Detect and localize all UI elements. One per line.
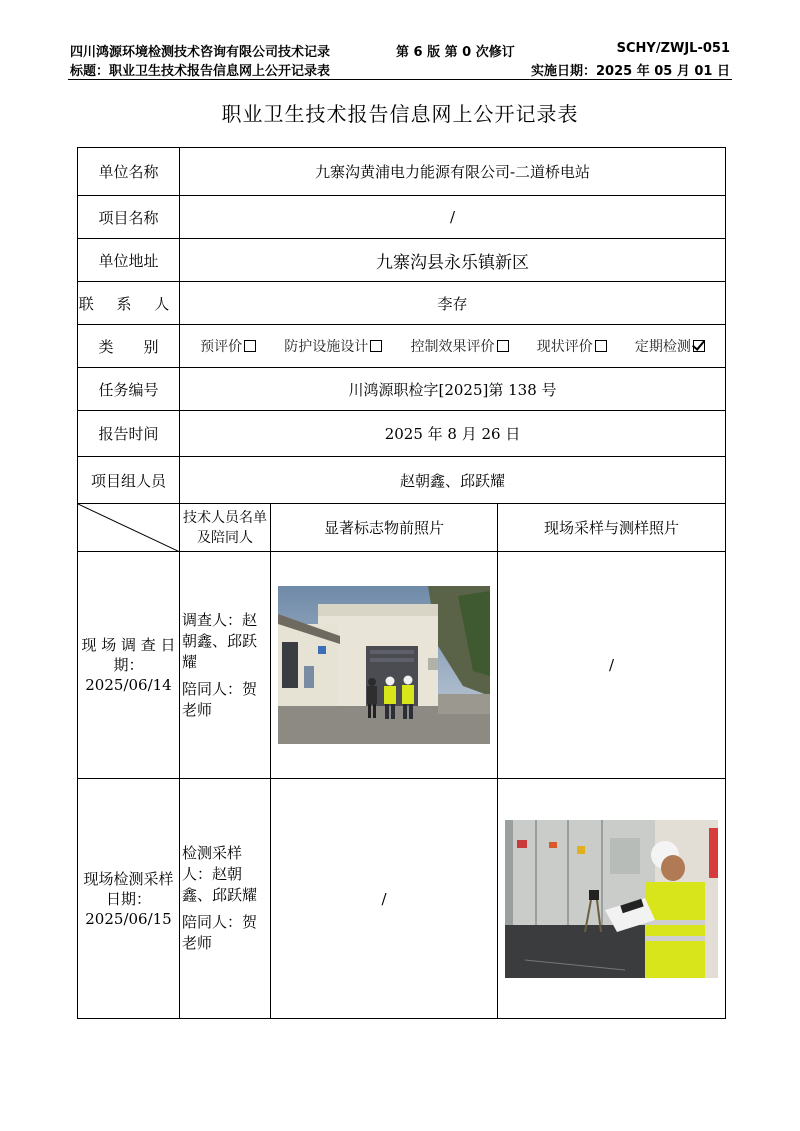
header-rule (68, 79, 732, 80)
unit-name-value: 九寨沟黄浦电力能源有限公司-二道桥电站 (180, 148, 726, 196)
category-option-4 (635, 336, 705, 356)
document-title: 职业卫生技术报告信息网上公开记录表 (221, 102, 579, 126)
site-photo (505, 820, 718, 978)
category-label: 类 别 (78, 325, 180, 368)
col-staff-header: 技术人员名单及陪同人 (180, 504, 271, 552)
sign-photo (278, 586, 490, 744)
category-option-label: 现状评价 (536, 339, 593, 355)
project-name-label: 项目名称 (78, 196, 180, 239)
header-title-line: 标题：职业卫生技术报告信息网上公开记录表 (70, 64, 331, 79)
category-option-label: 预评价 (200, 339, 243, 355)
unit-address-label: 单位地址 (78, 239, 180, 282)
survey-investigator: 调查人：赵朝鑫、邱跃耀 (182, 610, 258, 671)
checkbox-icon[interactable] (595, 340, 607, 352)
sampling-companion: 陪同人：贺老师 (182, 913, 258, 952)
checked-box-icon[interactable] (693, 340, 705, 352)
header-code: SCHY/ZWJL-051 (616, 41, 730, 56)
category-option-2 (411, 336, 509, 356)
survey-staff (180, 552, 271, 779)
record-table (77, 147, 726, 1019)
category-option-label: 防护设施设计 (284, 339, 369, 355)
category-option-label: 定期检测 (634, 339, 691, 355)
sampling-sampler: 检测采样人：赵朝鑫、邱跃耀 (182, 844, 258, 904)
header-version: 第 6 版 第 0 次修订 (396, 45, 515, 60)
category-option-1 (284, 336, 382, 356)
category-option-label: 控制效果评价 (410, 339, 495, 355)
checkbox-icon[interactable] (497, 340, 509, 352)
header-company: 四川鸿源环境检测技术咨询有限公司技术记录 (70, 45, 331, 60)
contact-value: 李存 (180, 282, 726, 325)
sampling-date-label: 现场检测采样日期： (83, 869, 174, 908)
survey-date: 现 场 调 查 日期：2025/06/14 (78, 552, 180, 779)
survey-site-photo-empty: / (498, 552, 726, 779)
sampling-staff (180, 779, 271, 1019)
checkbox-icon[interactable] (244, 340, 256, 352)
task-no-value: 川鸿源职检字[2025]第 138 号 (180, 368, 726, 411)
diagonal-line (78, 504, 180, 552)
sampling-date-value: 2025/06/15 (85, 909, 172, 928)
site-photo-cell (498, 779, 726, 1019)
sampling-sign-photo-empty: / (271, 779, 498, 1019)
unit-address-value: 九寨沟县永乐镇新区 (180, 239, 726, 282)
project-name-value: / (180, 196, 726, 239)
survey-companion: 陪同人：贺老师 (182, 679, 258, 719)
contact-label: 联 系 人 (78, 282, 180, 325)
report-time-label: 报告时间 (78, 411, 180, 457)
checkbox-icon[interactable] (370, 340, 382, 352)
report-time-value: 2025 年 8 月 26 日 (180, 411, 726, 457)
category-option-3 (537, 336, 607, 356)
category-options (180, 325, 726, 368)
unit-name-label: 单位名称 (78, 148, 180, 196)
team-value: 赵朝鑫、邱跃耀 (180, 457, 726, 504)
header-impl-date: 实施日期：2025 年 05 月 01 日 (531, 64, 730, 79)
diagonal-header-cell (78, 504, 180, 552)
team-label: 项目组人员 (78, 457, 180, 504)
col-sign-photo-header: 显著标志物前照片 (271, 504, 498, 552)
task-no-label: 任务编号 (78, 368, 180, 411)
sign-photo-cell (271, 552, 498, 779)
col-site-photo-header: 现场采样与测样照片 (498, 504, 726, 552)
sampling-date (78, 779, 180, 1019)
category-option-0 (200, 336, 256, 356)
